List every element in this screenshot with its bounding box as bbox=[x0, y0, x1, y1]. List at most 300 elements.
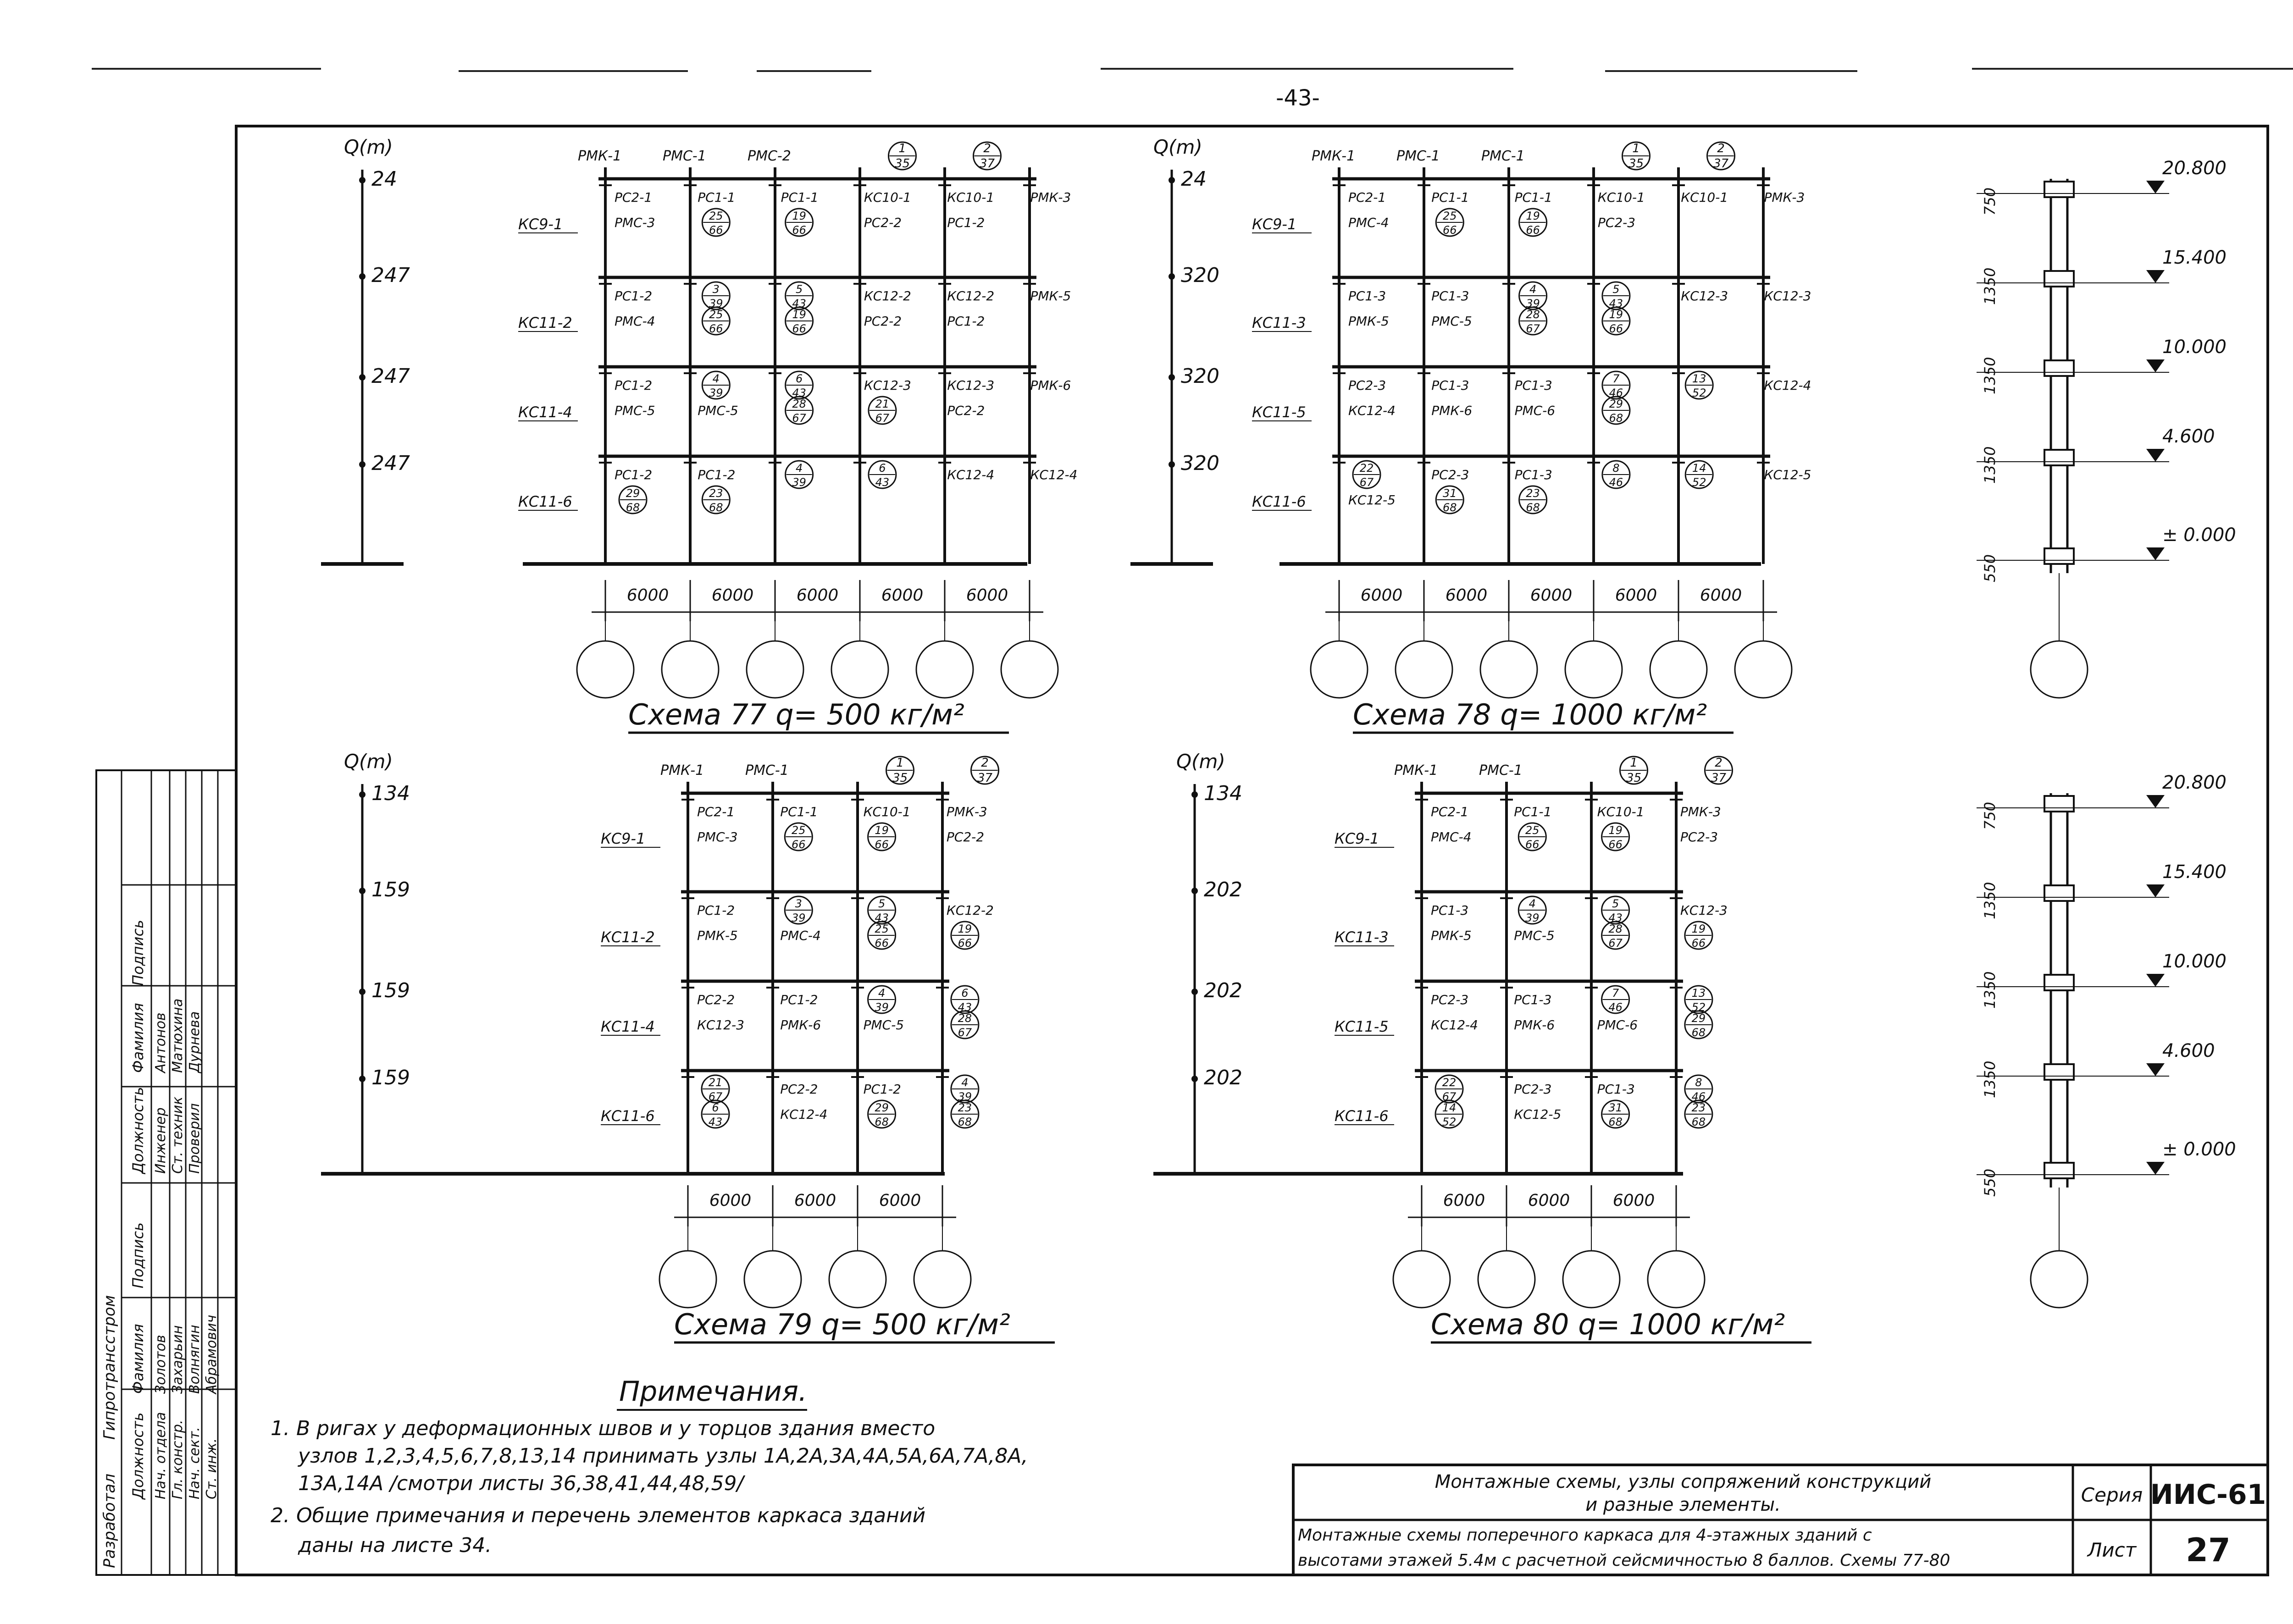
node-ref-top: 19 bbox=[1609, 308, 1623, 321]
element-label: РС1-1 bbox=[781, 190, 819, 205]
note-1-line-a: 1. В ригах у деформационных швов и у торцов здания вместо bbox=[271, 1417, 936, 1440]
column-label: КС11-6 bbox=[601, 1107, 655, 1125]
element-label: КС12-5 bbox=[1514, 1107, 1562, 1122]
stamp-header: Фамилия bbox=[129, 1324, 147, 1394]
node-ref-top: 29 bbox=[875, 1101, 889, 1114]
axis-value: 202 bbox=[1204, 1066, 1242, 1089]
element-label: РС2-1 bbox=[697, 804, 735, 819]
node-ref-bottom: 43 bbox=[875, 476, 890, 489]
node-ref-bottom: 35 bbox=[1626, 771, 1642, 785]
node-ref-top: 22 bbox=[1442, 1076, 1457, 1089]
node-ref-top: 2 bbox=[983, 142, 991, 155]
joint-node bbox=[2044, 182, 2074, 197]
node-ref-top: 5 bbox=[1612, 897, 1619, 910]
node-ref-top: 29 bbox=[1691, 1012, 1706, 1025]
node-ref-bottom: 43 bbox=[792, 297, 806, 310]
node-ref-bottom: 66 bbox=[875, 937, 889, 950]
span-dimension: 6000 bbox=[881, 586, 924, 605]
axis-value: 320 bbox=[1181, 452, 1219, 475]
span-dimension: 6000 bbox=[1445, 586, 1488, 605]
column-label: КС11-2 bbox=[518, 314, 572, 331]
element-label: РС2-2 bbox=[864, 314, 902, 329]
elevation-profiles bbox=[1977, 158, 2236, 1308]
axis-value: 247 bbox=[371, 264, 410, 287]
node-ref-bottom: 68 bbox=[1691, 1116, 1706, 1128]
node-ref-top: 6 bbox=[961, 987, 969, 1000]
element-label: РС1-3 bbox=[1431, 288, 1469, 304]
element-label: РС1-1 bbox=[1431, 190, 1469, 205]
sheet-frame bbox=[236, 126, 2268, 1575]
element-label: РМС-5 bbox=[1431, 314, 1472, 329]
span-dimension: 6000 bbox=[794, 1191, 836, 1210]
span-dimension: 6000 bbox=[1360, 586, 1403, 605]
grid-axis-circle bbox=[1311, 641, 1368, 698]
element-label: РС1-3 bbox=[1514, 992, 1552, 1007]
node-ref-top: 25 bbox=[709, 308, 723, 321]
note-2-line-b: даны на листе 34. bbox=[298, 1534, 492, 1557]
node-ref-top: 5 bbox=[878, 897, 886, 910]
element-label: РС1-2 bbox=[947, 314, 985, 329]
element-label: РС2-1 bbox=[1431, 804, 1469, 819]
level-marker bbox=[2146, 974, 2165, 987]
level-value: 10.000 bbox=[2162, 951, 2227, 972]
element-label: РС1-3 bbox=[1597, 1082, 1635, 1097]
grid-axis-circle bbox=[747, 641, 803, 698]
stamp-cell: Захарьин bbox=[170, 1325, 186, 1394]
node-ref-top: 1 bbox=[1632, 142, 1640, 155]
title-top-line-1: Монтажные схемы, узлы сопряжений конструкций bbox=[1435, 1471, 1932, 1492]
sheet-value: 27 bbox=[2186, 1531, 2231, 1569]
node-ref-bottom: 46 bbox=[1609, 387, 1623, 399]
node-ref-bottom: 68 bbox=[1609, 412, 1623, 425]
node-ref-bottom: 39 bbox=[792, 476, 806, 489]
level-value: 15.400 bbox=[2162, 862, 2227, 883]
node-ref-top: 7 bbox=[1612, 987, 1619, 1000]
node-ref-top: 23 bbox=[709, 487, 723, 500]
node-ref-bottom: 66 bbox=[1691, 937, 1706, 950]
element-label: РМК-3 bbox=[1764, 190, 1805, 205]
level-marker bbox=[2146, 359, 2165, 372]
element-label: КС12-3 bbox=[697, 1017, 744, 1033]
node-ref-top: 8 bbox=[1695, 1076, 1702, 1089]
stamp-header: Подпись bbox=[129, 1222, 147, 1288]
node-ref-top: 25 bbox=[1525, 824, 1540, 837]
element-label: КС12-4 bbox=[1431, 1017, 1478, 1033]
span-dimension: 6000 bbox=[626, 586, 669, 605]
element-label: РС2-2 bbox=[946, 829, 985, 845]
axis-value: 134 bbox=[371, 782, 410, 805]
node-ref-top: 1 bbox=[896, 756, 904, 770]
axis-dot bbox=[1169, 273, 1175, 280]
stamp-cell: Золотов bbox=[153, 1335, 169, 1394]
sheet-label: Лист bbox=[2087, 1539, 2137, 1561]
node-ref-bottom: 66 bbox=[1526, 224, 1540, 237]
node-ref-top: 1 bbox=[898, 142, 906, 155]
node-ref-top: 8 bbox=[1612, 462, 1620, 475]
node-ref-bottom: 66 bbox=[709, 224, 723, 237]
level-value: ± 0.000 bbox=[2162, 525, 2236, 546]
axis-dot bbox=[1169, 374, 1175, 381]
level-value: 20.800 bbox=[2162, 772, 2227, 793]
node-ref-bottom: 39 bbox=[792, 911, 806, 924]
node-ref-bottom: 67 bbox=[1359, 476, 1374, 489]
axis-dot bbox=[1169, 461, 1175, 468]
node-ref-top: 4 bbox=[1529, 897, 1536, 910]
element-label: РС1-2 bbox=[615, 467, 653, 482]
stamp-cell: Дурнева bbox=[187, 1011, 203, 1073]
grid-axis-circle bbox=[831, 641, 888, 698]
node-ref-bottom: 68 bbox=[1691, 1026, 1706, 1039]
scheme-title: Схема 80 q= 1000 кг/м² bbox=[1431, 1308, 1785, 1341]
stamp-cell: Волнягин bbox=[187, 1325, 203, 1394]
axis-dot bbox=[359, 177, 366, 183]
column-label: КС11-3 bbox=[1335, 928, 1389, 946]
node-ref-top: 2 bbox=[981, 756, 989, 770]
node-ref-bottom: 35 bbox=[1628, 157, 1644, 171]
node-ref-bottom: 66 bbox=[1525, 838, 1540, 851]
node-ref-bottom: 39 bbox=[709, 297, 723, 310]
element-label: КС10-1 bbox=[947, 190, 995, 205]
stamp-cell: Ст. инж. bbox=[204, 1438, 220, 1499]
node-ref-top: 28 bbox=[1526, 308, 1540, 321]
level-value: 4.600 bbox=[2162, 426, 2215, 447]
element-label: РС2-3 bbox=[1597, 215, 1636, 230]
scheme-78 bbox=[1130, 136, 1811, 733]
element-label: КС12-3 bbox=[1680, 903, 1728, 918]
node-ref-bottom: 52 bbox=[1442, 1116, 1457, 1128]
height-dimension: 1350 bbox=[1981, 971, 1999, 1009]
node-ref-bottom: 39 bbox=[709, 387, 723, 399]
axis-value: 320 bbox=[1181, 365, 1219, 388]
element-label: РС2-2 bbox=[780, 1082, 818, 1097]
grid-axis-circle bbox=[916, 641, 973, 698]
node-ref-top: 5 bbox=[795, 283, 803, 296]
element-label: РС1-3 bbox=[1431, 903, 1469, 918]
joint-node bbox=[2044, 271, 2074, 287]
element-label: РС1-1 bbox=[698, 190, 736, 205]
title-bottom-line-1: Монтажные схемы поперечного каркаса для 4-этажных зданий с bbox=[1298, 1526, 1872, 1545]
element-label: РМС-4 bbox=[1431, 829, 1472, 845]
element-label: КС12-2 bbox=[864, 288, 911, 304]
node-ref-top: 5 bbox=[1612, 283, 1620, 296]
element-label: РМК-6 bbox=[780, 1017, 821, 1033]
element-label: РС1-3 bbox=[1514, 378, 1552, 393]
scheme-title: Схема 79 q= 500 кг/м² bbox=[674, 1308, 1010, 1341]
node-ref-bottom: 46 bbox=[1691, 1090, 1706, 1103]
element-label: КС12-5 bbox=[1348, 492, 1396, 508]
notes-heading: Примечания. bbox=[619, 1375, 807, 1408]
node-ref-top: 2 bbox=[1715, 756, 1723, 770]
node-ref-top: 28 bbox=[792, 398, 806, 410]
element-label: РМК-3 bbox=[1680, 804, 1721, 819]
node-ref-bottom: 43 bbox=[958, 1001, 972, 1014]
axis-value: 247 bbox=[371, 452, 410, 475]
element-label: КС12-5 bbox=[1764, 467, 1811, 482]
element-label: РМС-3 bbox=[615, 215, 655, 230]
node-ref-top: 13 bbox=[1691, 987, 1706, 1000]
element-label: РМС-5 bbox=[863, 1017, 904, 1033]
column-label: КС9-1 bbox=[1335, 830, 1379, 847]
node-ref-bottom: 46 bbox=[1609, 476, 1623, 489]
node-ref-bottom: 68 bbox=[626, 501, 640, 514]
axis-dot bbox=[1191, 989, 1198, 995]
element-label: РС2-3 bbox=[1514, 1082, 1552, 1097]
element-label: РМС-5 bbox=[615, 403, 655, 418]
joint-node bbox=[2044, 548, 2074, 564]
top-element-label: РМС-1 bbox=[663, 148, 706, 164]
node-ref-top: 6 bbox=[795, 372, 803, 385]
elevation-top bbox=[1977, 158, 2236, 698]
height-dimension: 1350 bbox=[1981, 1061, 1999, 1098]
node-ref-bottom: 66 bbox=[792, 322, 806, 335]
grid-axis-circle bbox=[744, 1251, 801, 1308]
level-value: 4.600 bbox=[2162, 1040, 2215, 1061]
node-ref-bottom: 66 bbox=[709, 322, 723, 335]
node-ref-top: 29 bbox=[1609, 398, 1623, 410]
node-ref-bottom: 67 bbox=[958, 1026, 972, 1039]
span-dimension: 6000 bbox=[879, 1191, 921, 1210]
element-label: КС12-4 bbox=[947, 467, 995, 482]
element-label: КС12-4 bbox=[780, 1107, 828, 1122]
element-label: РМС-5 bbox=[698, 403, 738, 418]
node-ref-bottom: 43 bbox=[792, 387, 806, 399]
element-label: РМК-3 bbox=[1030, 190, 1071, 205]
element-label: КС12-4 bbox=[1030, 467, 1078, 482]
node-ref-bottom: 52 bbox=[1692, 476, 1706, 489]
element-label: КС10-1 bbox=[1597, 190, 1645, 205]
scheme-77 bbox=[321, 136, 1077, 733]
element-label: РС1-2 bbox=[615, 288, 653, 304]
element-label: КС12-3 bbox=[947, 378, 995, 393]
level-marker bbox=[2146, 449, 2165, 462]
grid-axis-circle bbox=[1565, 641, 1622, 698]
node-ref-top: 14 bbox=[1692, 462, 1706, 475]
column-label: КС11-4 bbox=[601, 1018, 655, 1035]
top-element-label: РМК-1 bbox=[578, 148, 622, 164]
element-label: РС1-1 bbox=[1514, 190, 1552, 205]
column-label: КС9-1 bbox=[1252, 215, 1297, 233]
joint-node bbox=[2044, 1064, 2074, 1080]
node-ref-bottom: 39 bbox=[875, 1001, 889, 1014]
scheme-title: Схема 78 q= 1000 кг/м² bbox=[1353, 698, 1707, 731]
notes bbox=[271, 1375, 1028, 1557]
node-ref-top: 6 bbox=[712, 1101, 719, 1114]
span-dimension: 6000 bbox=[796, 586, 839, 605]
node-ref-bottom: 37 bbox=[1711, 771, 1727, 785]
span-dimension: 6000 bbox=[711, 586, 754, 605]
element-label: РС2-2 bbox=[947, 403, 985, 418]
node-ref-bottom: 37 bbox=[979, 157, 995, 171]
node-ref-top: 4 bbox=[712, 372, 720, 385]
node-ref-bottom: 68 bbox=[875, 1116, 889, 1128]
height-dimension: 1350 bbox=[1981, 357, 1999, 394]
stamp-header: Должность bbox=[129, 1412, 147, 1499]
axis-dot bbox=[1169, 177, 1175, 183]
stamp-header: Должность bbox=[129, 1087, 147, 1174]
element-label: РМК-3 bbox=[946, 804, 987, 819]
node-ref-top: 6 bbox=[879, 462, 886, 475]
node-ref-top: 4 bbox=[878, 987, 886, 1000]
axis-value: 134 bbox=[1204, 782, 1242, 805]
level-marker bbox=[2146, 181, 2165, 193]
node-ref-top: 25 bbox=[709, 210, 723, 222]
axis-dot bbox=[359, 791, 366, 798]
element-label: КС12-4 bbox=[1764, 378, 1811, 393]
node-ref-bottom: 66 bbox=[875, 838, 889, 851]
stamp-cell: Нач. сект. bbox=[187, 1427, 203, 1499]
node-ref-bottom: 68 bbox=[958, 1116, 972, 1128]
node-ref-top: 19 bbox=[875, 824, 889, 837]
span-dimension: 6000 bbox=[966, 586, 1008, 605]
sheet-edge-marks bbox=[92, 69, 2293, 71]
column-label: КС11-4 bbox=[518, 403, 572, 421]
node-ref-bottom: 68 bbox=[1526, 501, 1540, 514]
element-label: КС12-2 bbox=[947, 288, 995, 304]
stamp-header: Подпись bbox=[129, 920, 147, 986]
top-element-label: РМС-1 bbox=[745, 762, 789, 779]
grid-axis-circle bbox=[1648, 1251, 1705, 1308]
element-label: РС1-1 bbox=[1514, 804, 1552, 819]
column-label: КС11-6 bbox=[1335, 1107, 1389, 1125]
stamp-side-label: Разработал bbox=[100, 1474, 119, 1568]
scheme-title: Схема 77 q= 500 кг/м² bbox=[628, 698, 964, 731]
joint-node bbox=[2044, 975, 2074, 990]
scheme-79 bbox=[321, 750, 1055, 1342]
element-label: РС1-3 bbox=[1514, 467, 1552, 482]
node-ref-top: 7 bbox=[1612, 372, 1620, 385]
page-number: -43- bbox=[1276, 85, 1320, 111]
element-label: РС1-2 bbox=[698, 467, 736, 482]
node-ref-bottom: 67 bbox=[1526, 322, 1540, 335]
stamp-cell: Проверил bbox=[187, 1103, 203, 1174]
element-label: РС2-2 bbox=[864, 215, 902, 230]
level-value: 20.800 bbox=[2162, 158, 2227, 179]
axis-label: Q(m) bbox=[344, 750, 393, 773]
elevation-bottom bbox=[1977, 772, 2236, 1308]
element-label: РС1-3 bbox=[1348, 288, 1386, 304]
grid-axis-circle bbox=[1396, 641, 1452, 698]
element-label: КС10-1 bbox=[864, 190, 911, 205]
top-element-label: РМС-1 bbox=[1479, 762, 1523, 779]
grid-axis-circle bbox=[914, 1251, 971, 1308]
node-ref-top: 4 bbox=[795, 462, 803, 475]
height-dimension: 550 bbox=[1981, 1168, 1999, 1197]
node-ref-top: 19 bbox=[792, 210, 806, 222]
span-dimension: 6000 bbox=[709, 1191, 752, 1210]
element-label: РС1-1 bbox=[780, 804, 818, 819]
node-ref-top: 23 bbox=[1526, 487, 1540, 500]
axis-label: Q(m) bbox=[344, 136, 393, 158]
element-label: РС2-1 bbox=[615, 190, 653, 205]
level-marker bbox=[2146, 884, 2165, 897]
scheme-80 bbox=[1153, 750, 1811, 1342]
axis-value: 202 bbox=[1204, 878, 1242, 901]
element-label: РС1-2 bbox=[697, 903, 735, 918]
column-label: КС9-1 bbox=[518, 215, 563, 233]
node-ref-top: 28 bbox=[958, 1012, 972, 1025]
level-marker bbox=[2146, 795, 2165, 808]
element-label: КС12-3 bbox=[864, 378, 911, 393]
node-ref-top: 3 bbox=[712, 283, 720, 296]
element-label: РС1-2 bbox=[947, 215, 985, 230]
element-label: РС1-2 bbox=[780, 992, 818, 1007]
node-ref-top: 19 bbox=[958, 922, 972, 935]
element-label: КС10-1 bbox=[863, 804, 911, 819]
axis-value: 24 bbox=[1181, 167, 1207, 191]
node-ref-top: 21 bbox=[708, 1076, 723, 1089]
axis-dot bbox=[359, 374, 366, 381]
axis-label: Q(m) bbox=[1176, 750, 1225, 773]
column-label: КС11-5 bbox=[1335, 1018, 1389, 1035]
side-stamp bbox=[96, 770, 236, 1575]
element-label: РС1-2 bbox=[863, 1082, 901, 1097]
span-dimension: 6000 bbox=[1615, 586, 1657, 605]
node-ref-bottom: 67 bbox=[708, 1090, 723, 1103]
node-ref-bottom: 52 bbox=[1691, 1001, 1706, 1014]
node-ref-bottom: 67 bbox=[792, 412, 806, 425]
axis-value: 202 bbox=[1204, 979, 1242, 1002]
level-marker bbox=[2146, 270, 2165, 283]
column-label: КС11-6 bbox=[518, 493, 572, 510]
span-dimension: 6000 bbox=[1700, 586, 1742, 605]
grid-axis-circle bbox=[1480, 641, 1537, 698]
stamp-cell: Инженер bbox=[153, 1107, 169, 1174]
element-label: РМК-6 bbox=[1514, 1017, 1555, 1033]
grid-axis-circle bbox=[1563, 1251, 1620, 1308]
grid-axis-circle bbox=[1735, 641, 1792, 698]
title-bottom-line-2: высотами этажей 5.4м с расчетной сейсмичностью 8 баллов. Схемы 77-80 bbox=[1298, 1551, 1950, 1570]
grid-axis-circle bbox=[2031, 641, 2088, 698]
element-label: КС12-3 bbox=[1681, 288, 1728, 304]
column-label: КС11-3 bbox=[1252, 314, 1306, 331]
title-top-line-2: и разные элементы. bbox=[1585, 1494, 1781, 1515]
axis-dot bbox=[1191, 1076, 1198, 1082]
element-label: РС2-3 bbox=[1431, 992, 1469, 1007]
column-label: КС9-1 bbox=[601, 830, 646, 847]
node-ref-top: 31 bbox=[1608, 1101, 1623, 1114]
node-ref-top: 13 bbox=[1692, 372, 1706, 385]
joint-node bbox=[2044, 1163, 2074, 1178]
span-dimension: 6000 bbox=[1443, 1191, 1485, 1210]
element-label: РС2-3 bbox=[1348, 378, 1386, 393]
element-label: РМС-5 bbox=[1514, 928, 1555, 943]
node-ref-top: 25 bbox=[875, 922, 889, 935]
element-label: РМК-5 bbox=[1431, 928, 1472, 943]
height-dimension: 550 bbox=[1981, 554, 1999, 582]
axis-value: 159 bbox=[371, 979, 410, 1002]
node-ref-bottom: 66 bbox=[1443, 224, 1457, 237]
node-ref-bottom: 67 bbox=[875, 412, 890, 425]
node-ref-bottom: 66 bbox=[1609, 322, 1623, 335]
node-ref-bottom: 43 bbox=[708, 1116, 723, 1128]
node-ref-bottom: 66 bbox=[792, 838, 806, 851]
element-label: РС2-3 bbox=[1431, 467, 1469, 482]
element-label: КС12-3 bbox=[1764, 288, 1811, 304]
node-ref-top: 19 bbox=[1526, 210, 1540, 222]
joint-node bbox=[2044, 885, 2074, 901]
node-ref-top: 22 bbox=[1359, 462, 1374, 475]
stamp-cell: Абрамович bbox=[204, 1315, 220, 1394]
element-label: РМК-5 bbox=[1030, 288, 1071, 304]
node-ref-bottom: 39 bbox=[1525, 911, 1540, 924]
node-ref-top: 4 bbox=[1529, 283, 1537, 296]
axis-label: Q(m) bbox=[1153, 136, 1202, 158]
height-dimension: 750 bbox=[1981, 801, 1999, 830]
axis-dot bbox=[359, 461, 366, 468]
top-element-label: РМК-1 bbox=[660, 762, 704, 779]
level-marker bbox=[2146, 547, 2165, 560]
top-element-label: РМК-1 bbox=[1394, 762, 1438, 779]
